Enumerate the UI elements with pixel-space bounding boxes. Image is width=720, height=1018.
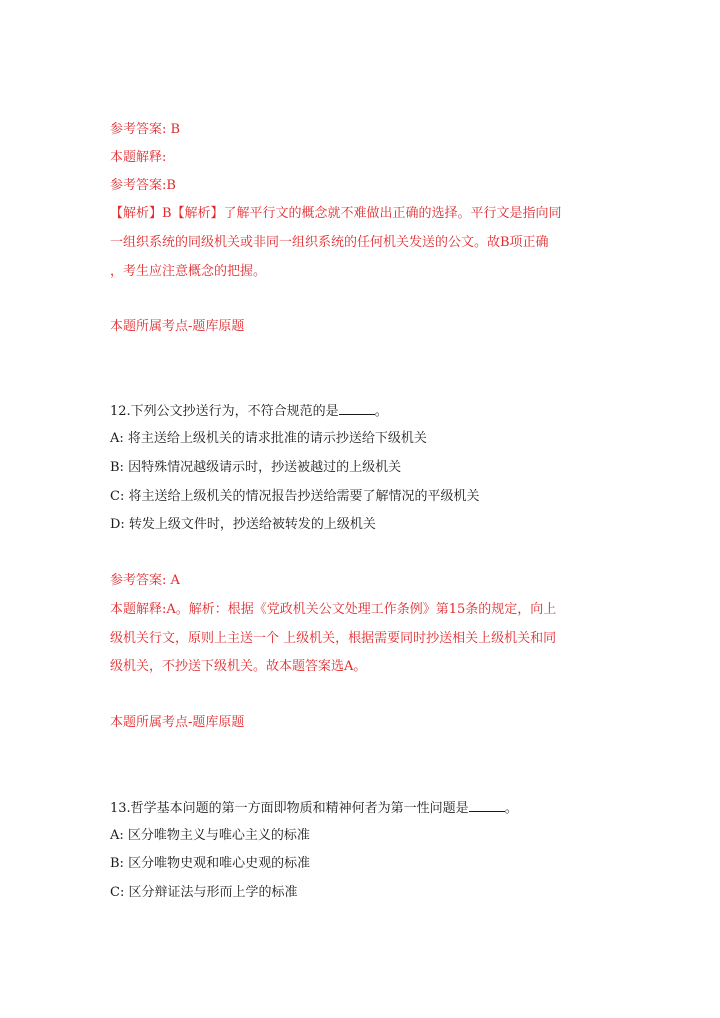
option-b: B: 区分唯物史观和唯心史观的标准 [110, 856, 311, 871]
answer-label: 参考答案:B [110, 178, 176, 193]
option-a: A: 区分唯物主义与唯心主义的标准 [110, 828, 310, 843]
analysis-line: 级机关行文，原则上主送一个 上级机关，根据需要同时抄送相关上级机关和同 [110, 631, 557, 646]
analysis-line: ，考生应注意概念的把握。 [110, 264, 267, 279]
question-stem-end: 。 [374, 404, 388, 419]
answer-blank [339, 402, 375, 415]
source-note: 本题所属考点-题库原题 [110, 319, 245, 334]
analysis-line: 【解析】B【解析】了解平行文的概念就不难做出正确的选择。平行文是指向同 [110, 206, 562, 221]
option-a: A: 将主送给上级机关的请求批准的请示抄送给下级机关 [110, 431, 427, 446]
answer-label: 参考答案: A [110, 573, 180, 588]
analysis-line: 一组织系统的同级机关或非同一组织系统的任何机关发送的公文。故B项正确 [110, 235, 549, 250]
analysis-line: 级机关，不抄送下级机关。故本题答案选A。 [110, 659, 367, 674]
answer-label: 参考答案: B [110, 122, 181, 137]
source-note: 本题所属考点-题库原题 [110, 715, 245, 730]
explanation-label: 本题解释: [110, 150, 167, 165]
question-stem-text: 12.下列公文抄送行为，不符合规范的是 [110, 404, 339, 419]
option-b: B: 因特殊情况越级请示时，抄送被越过的上级机关 [110, 460, 402, 475]
question-stem-text: 13.哲学基本问题的第一方面即物质和精神何者为第一性问题是 [110, 801, 469, 816]
question-stem [110, 402, 388, 421]
option-c: C: 将主送给上级机关的情况报告抄送给需要了解情况的平级机关 [110, 489, 480, 504]
analysis-line: 本题解释:A。解析：根据《党政机关公文处理工作条例》第15条的规定，向上 [110, 602, 557, 617]
question-stem [110, 799, 518, 818]
option-d: D: 转发上级文件时，抄送给被转发的上级机关 [110, 517, 376, 532]
answer-blank [469, 799, 505, 812]
option-c: C: 区分辩证法与形而上学的标准 [110, 885, 298, 900]
question-stem-end: 。 [504, 801, 518, 816]
